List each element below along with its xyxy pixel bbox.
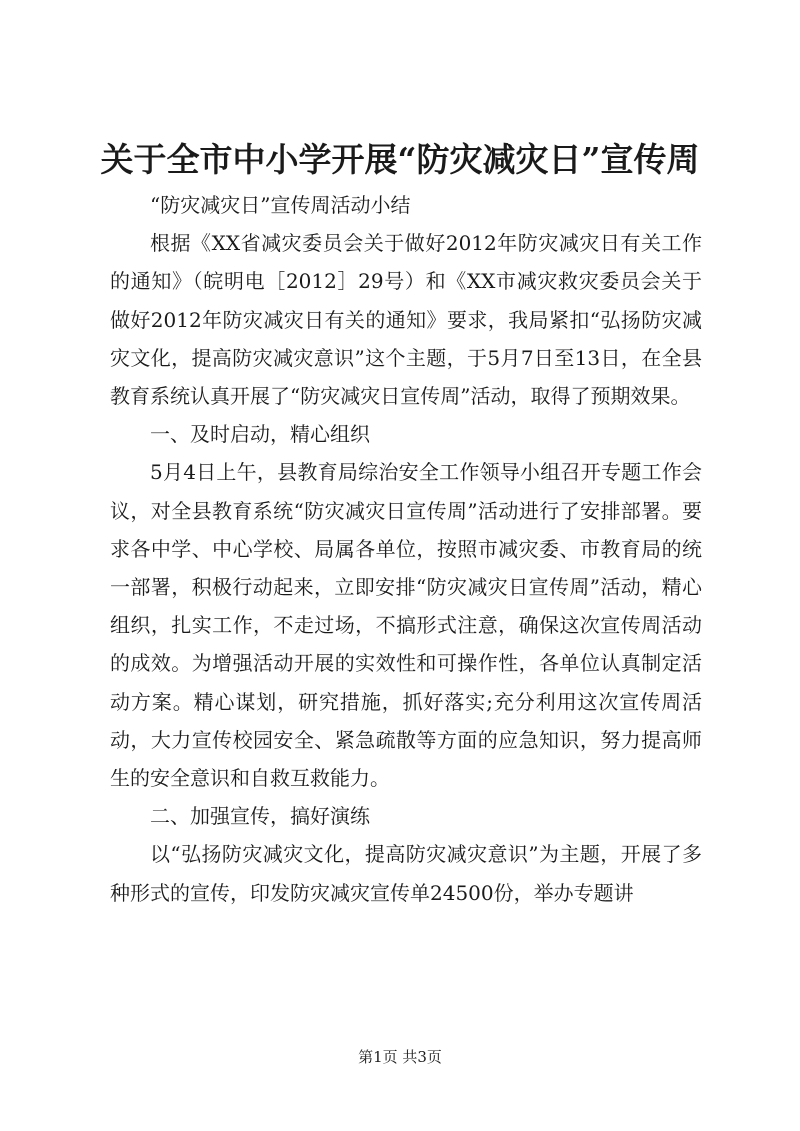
section-heading: 二、加强宣传，搞好演练 — [150, 804, 370, 829]
document-body — [110, 186, 702, 912]
body-paragraph: 5月4日上午，县教育局综治安全工作领导小组召开专题工作会议，对全县教育系统“防灾减灾日宣传周”活动进行了安排部署。要求各中学、中心学校、局属各单位，按照市减灾委、市教育局的统一部署，积极行动起来，立即安排“防灾减灾日宣传周”活动，精心组织，扎实工作，不走过场，不搞形式注意，确保这次宣传周活动的成效。为增强活动开展的实效性和可操作性，各单位认真制定活动方案。精心谋划，研究措施，抓好落实;充分利用这次宣传周活动，大力宣传校园安全、紧急疏散等方面的应急知识，努力提高师生的安全意识和自救互救能力。 — [110, 460, 702, 791]
body-paragraph: 以“弘扬防灾减灾文化，提高防灾减灾意识”为主题，开展了多种形式的宣传，印发防灾减灾宣传单24500份，举办专题讲 — [110, 842, 702, 905]
subtitle-paragraph: “防灾减灾日”宣传周活动小结 — [150, 193, 411, 217]
body-paragraph: 根据《XX省减灾委员会关于做好2012年防灾减灾日有关工作的通知》（皖明电［2012］29号）和《XX市减灾救灾委员会关于做好2012年防灾减灾日有关的通知》要求，我局紧扣“弘扬防灾减灾文化，提高防灾减灾意识”这个主题，于5月7日至13日，在全县教育系统认真开展了“防灾减灾日宣传周”活动，取得了预期效果。 — [110, 231, 702, 409]
page-footer: 第1页 共3页 — [358, 1048, 442, 1066]
section-heading: 一、及时启动，精心组织 — [150, 422, 370, 447]
document-title: 关于全市中小学开展“防灾减灾日”宣传周 — [100, 140, 700, 179]
